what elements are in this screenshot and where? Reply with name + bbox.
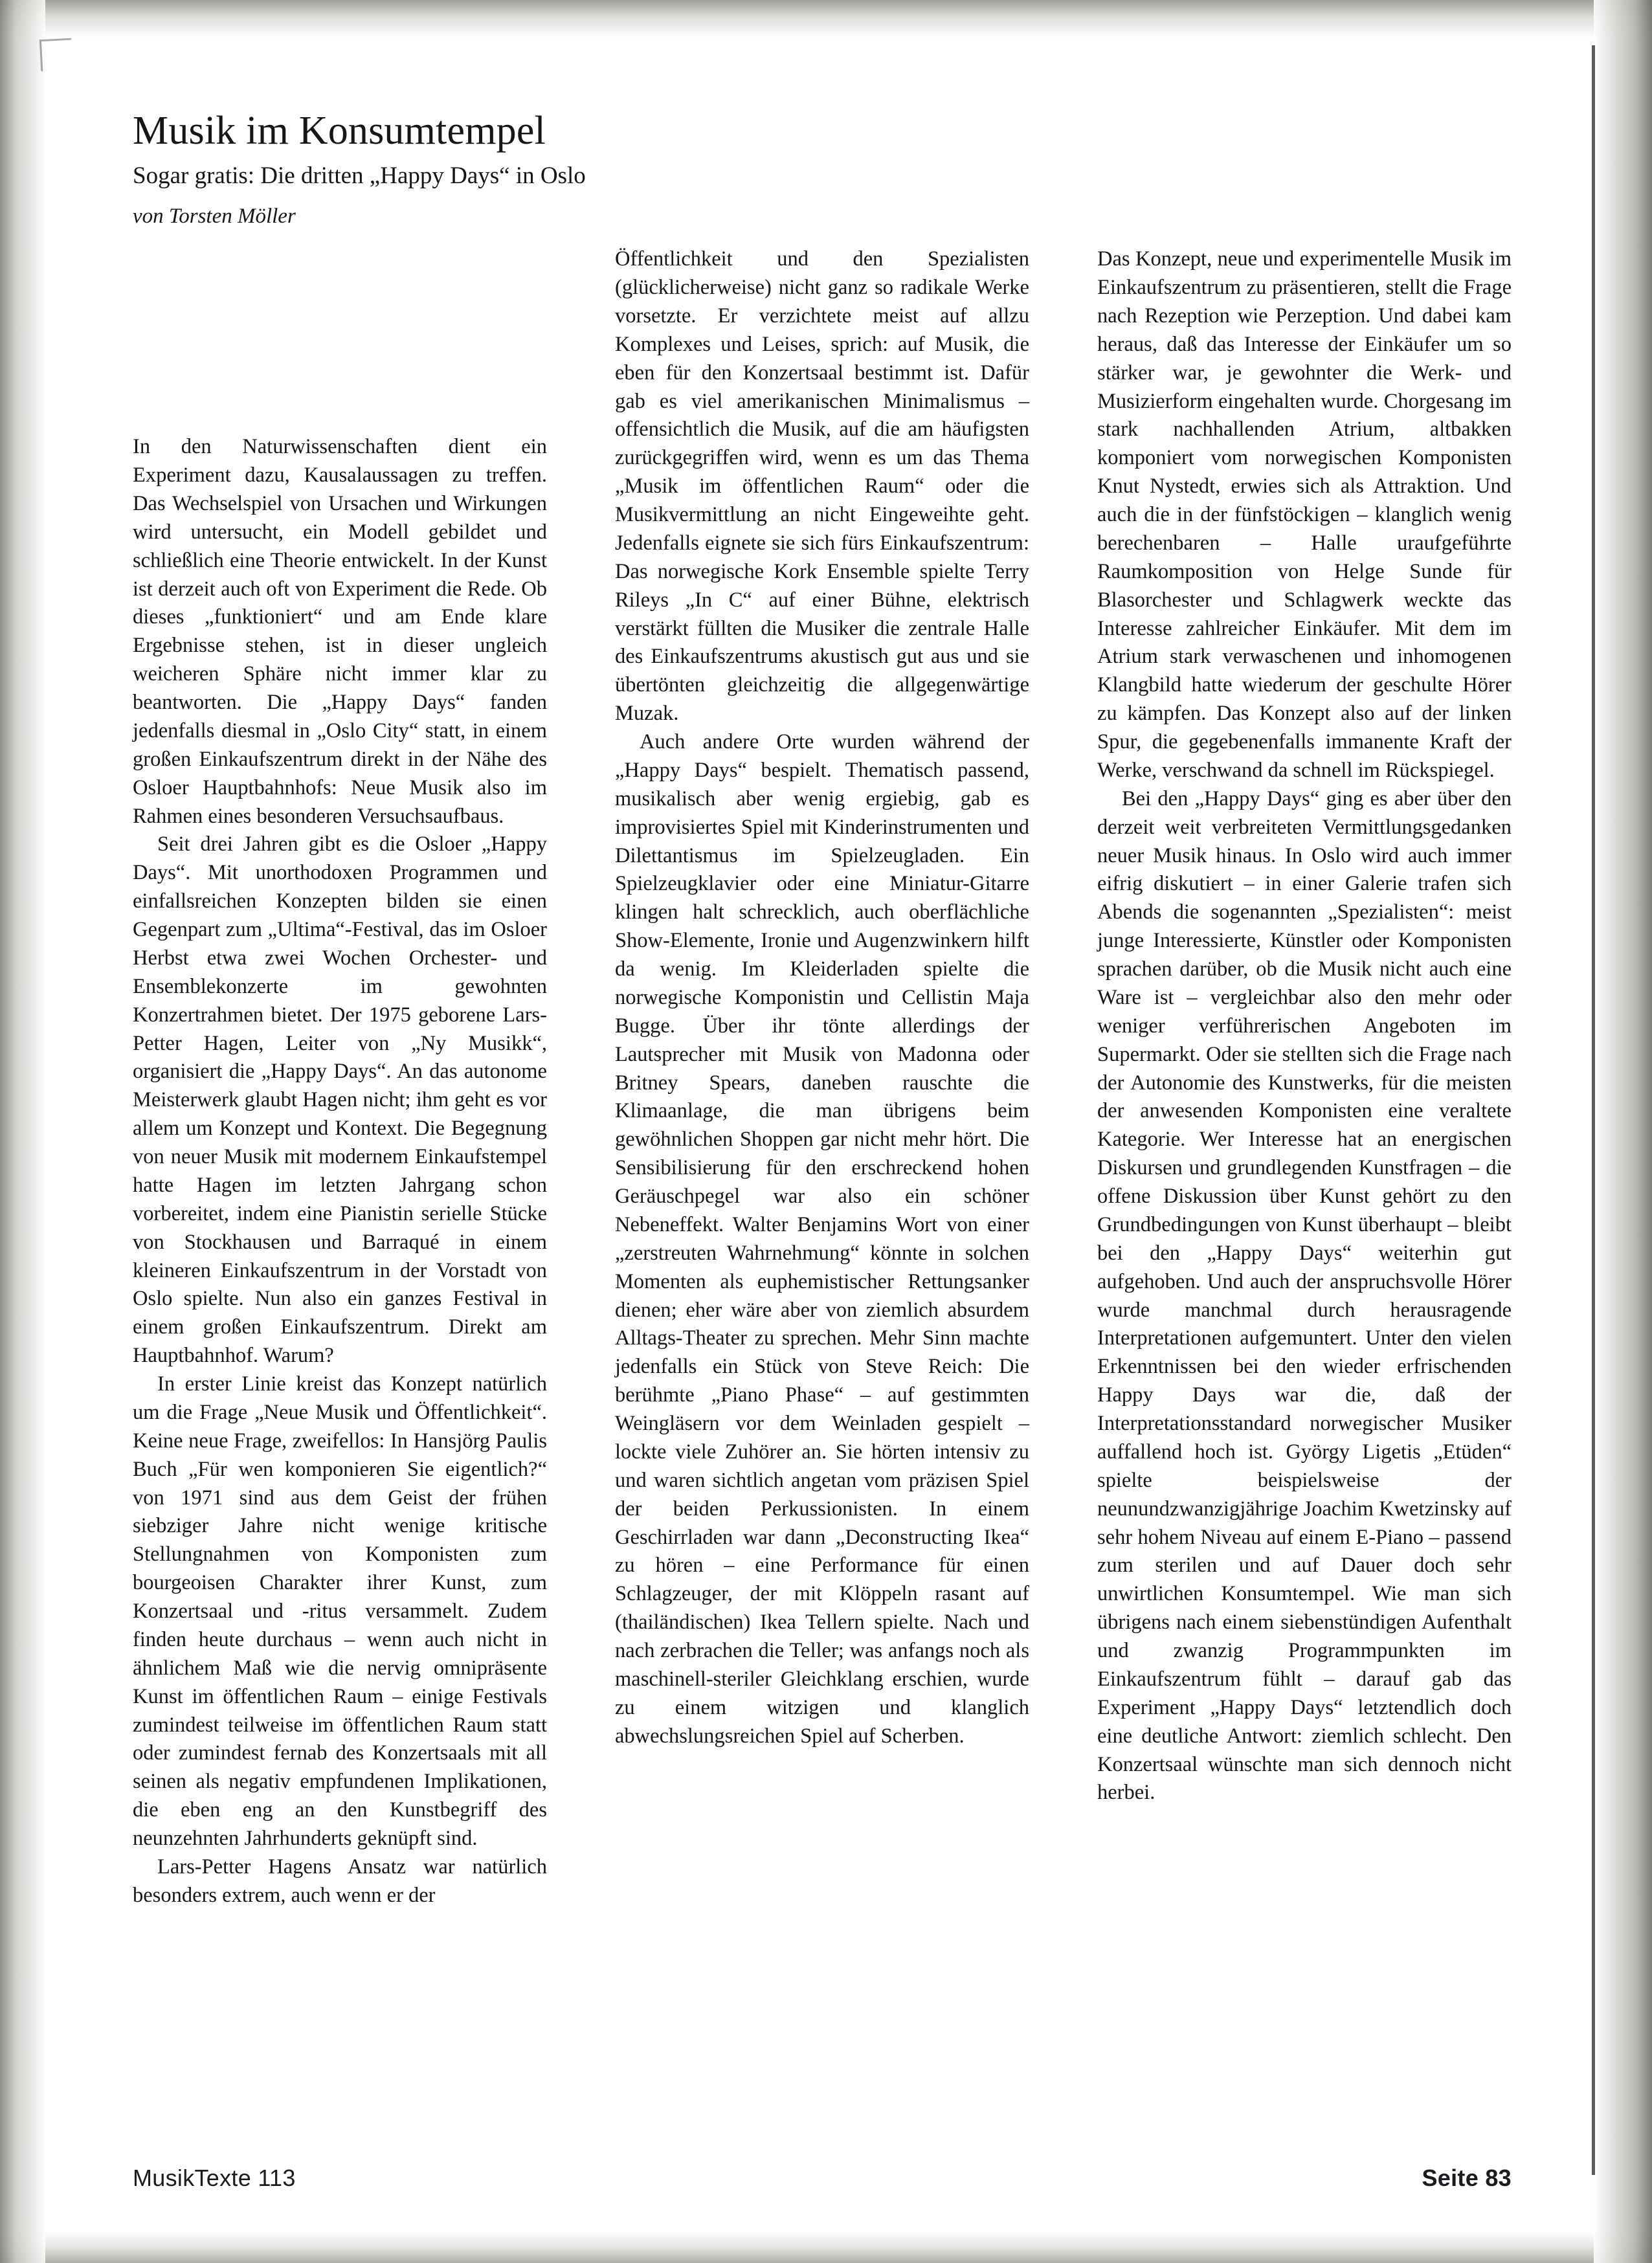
scan-edge-shadow-bottom bbox=[0, 2232, 1652, 2263]
scan-edge-shadow-left bbox=[0, 0, 45, 2263]
article-column-3 bbox=[1097, 245, 1512, 1807]
paragraph: Öffentlichkeit und den Spezialisten (glücklicherweise) nicht ganz so radikale Werke vorsetzte. Er verzichtete meist auf allzu Komplexes und Leises, sprich: auf Musik, die eben für den Konzertsaal bestimmt ist. Dafür gab es viel amerikanischen Minimalismus – offensichtlich die Musik, auf die am häufigsten zurückgegriffen wird, wenn es um das Thema „Musik im öffentlichen Raum“ oder die Musikvermittlung an nicht Eingeweihte geht. Jedenfalls eignete sie sich fürs Einkaufszentrum: Das norwegische Kork Ensemble spielte Terry Rileys „In C“ auf einer Bühne, elektrisch verstärkt füllten die Musiker die zentrale Halle des Einkaufszentrums akustisch gut aus und sie übertönten gleichzeitig die allgegenwärtige Muzak. bbox=[615, 247, 1029, 726]
page-corner-fold bbox=[39, 38, 73, 71]
article-column-2 bbox=[615, 245, 1029, 1750]
paragraph: Seit drei Jahren gibt es die Osloer „Happy Days“. Mit unorthodoxen Programmen und einfallsreichen Konzepten bilden sie einen Gegenpart zum „Ultima“-Festival, das im Osloer Herbst etwa zwei Wochen Orchester- und Ensemblekonzerte im gewohnten Konzertrahmen bietet. Der 1975 geborene Lars-Petter Hagen, Leiter von „Ny Musikk“, organisiert die „Happy Days“. An das autonome Meisterwerk glaubt Hagen nicht; ihm geht es vor allem um Konzept und Kontext. Die Begegnung von neuer Musik mit modernem Einkaufstempel hatte Hagen im letzten Jahrgang schon vorbereitet, indem eine Pianistin serielle Stücke von Stockhausen und Barraqué in einem kleineren Einkaufszentrum in der Vorstadt von Oslo spielte. Nun also ein ganzes Festival in einem großen Einkaufszentrum. Direkt am Hauptbahnhof. Warum? bbox=[133, 832, 547, 1368]
article-byline: von Torsten Möller bbox=[133, 205, 296, 229]
scan-edge-shadow-right bbox=[1594, 0, 1652, 2263]
paragraph: In den Naturwissenschaften dient ein Experiment dazu, Kausalaussagen zu treffen. Das Wechselspiel von Ursachen und Wirkungen wird untersucht, ein Modell gebildet und schließlich eine Theorie entwickelt. In der Kunst ist derzeit auch oft von Experiment die Rede. Ob dieses „funktioniert“ und am Ende klare Ergebnisse stehen, ist in dieser ungleich weicheren Sphäre nicht immer klar zu beantworten. Die „Happy Days“ fanden jedenfalls diesmal in „Oslo City“ statt, in einem großen Einkaufszentrum direkt in der Nähe des Osloer Hauptbahnhofs: Neue Musik also im Rahmen eines besonderen Versuchsaufbaus. bbox=[133, 435, 547, 828]
paragraph: In erster Linie kreist das Konzept natürlich um die Frage „Neue Musik und Öffentlichkeit“. Keine neue Frage, zweifellos: In Hansjörg Paulis Buch „Für wen komponieren Sie eigentlich?“ von 1971 sind aus dem Geist der frühen siebziger Jahre nicht wenige kritische Stellungnahmen von Komponisten zum bourgeoisen Charakter ihrer Kunst, zum Konzertsaal und -ritus versammelt. Zudem finden heute durchaus – wenn auch nicht in ähnlichem Maß wie die nervig omnipräsente Kunst im öffentlichen Raum – einige Festivals zumindest teilweise im öffentlichen Raum statt oder zumindest fernab des Konzertsaals mit all seinen als negativ empfundenen Implikationen, die eben eng an den Kunstbegriff des neunzehnten Jahrhunderts geknüpft sind. bbox=[133, 1372, 547, 1850]
page-title: Musik im Konsumtempel bbox=[133, 109, 546, 153]
paragraph: Das Konzept, neue und experimentelle Musik im Einkaufszentrum zu präsentieren, stellt die Frage nach Rezeption wie Perzeption. Und dabei kam heraus, daß das Interesse der Einkäufer um so stärker war, je gewohnter die Werk- und Musizierform eingehalten wurde. Chorgesang im stark nachhallenden Atrium, altbakken komponiert vom norwegischen Komponisten Knut Nystedt, erwies sich als Attraktion. Und auch die in der fünfstöckigen – klanglich wenig berechenbaren – Halle uraufgeführte Raumkomposition von Helge Sunde für Blasorchester und Schlagwerk weckte das Interesse zahlreicher Einkäufer. Mit dem im Atrium stark verwaschenen und inhomogenen Klangbild hatte wiederum der geschulte Hörer zu kämpfen. Das Konzept also auf der linken Spur, die gegebenenfalls immanente Kraft der Werke, verschwand da schnell im Rückspiegel. bbox=[1097, 247, 1512, 782]
scan-edge-shadow-top bbox=[0, 0, 1652, 38]
page-spine-line bbox=[1592, 45, 1595, 2175]
footer-page-number: Seite 83 bbox=[1422, 2165, 1512, 2191]
article-column-1 bbox=[133, 433, 547, 1910]
paragraph: Lars-Petter Hagens Ansatz war natürlich besonders extrem, auch wenn er der bbox=[133, 1855, 547, 1907]
paragraph: Auch andere Orte wurden während der „Happy Days“ bespielt. Thematisch passend, musikalisch aber wenig ergiebig, gab es improvisiertes Spiel mit Kinderinstrumenten und Dilettantismus im Spielzeugladen. Ein Spielzeugklavier oder eine Miniatur-Gitarre klingen halt schrecklich, auch oberflächliche Show-Elemente, Ironie und Augenzwinkern hilft da wenig. Im Kleiderladen spielte die norwegische Komponistin und Cellistin Maja Bugge. Über ihr tönte allerdings der Lautsprecher mit Musik von Madonna oder Britney Spears, daneben rauschte die Klimaanlage, die man übrigens beim gewöhnlichen Shoppen gar nicht mehr hört. Die Sensibilisierung für den erschreckend hohen Geräuschpegel war also ein schöner Nebeneffekt. Walter Benjamins Wort von einer „zerstreuten Wahrnehmung“ könnte in solchen Momenten als euphemistischer Rettungsanker dienen; eher wäre aber von ziemlich absurdem Alltags-Theater zu sprechen. Mehr Sinn machte jedenfalls ein Stück von Steve Reich: Die berühmte „Piano Phase“ – auf gestimmten Weingläsern vor dem Weinladen gespielt – lockte viele Zuhörer an. Sie hörten intensiv zu und waren sichtlich angetan vom präzisen Spiel der beiden Perkussionisten. In einem Geschirrladen war dann „Deconstructing Ikea“ zu hören – eine Performance für einen Schlagzeuger, der mit Klöppeln rasant auf (thailändischen) Ikea Tellern spielte. Nach und nach zerbrachen die Teller; was anfangs noch als maschinell-steriler Gleichklang erschien, wurde zu einem witzigen und klanglich abwechslungsreichen Spiel auf Scherben. bbox=[615, 730, 1029, 1748]
footer-publication: MusikTexte 113 bbox=[133, 2165, 296, 2191]
paragraph: Bei den „Happy Days“ ging es aber über den derzeit weit verbreiteten Vermittlungsgedanken neuer Musik hinaus. In Oslo wird auch immer eifrig diskutiert – in einer Galerie trafen sich Abends die sogenannten „Spezialisten“: meist junge Interessierte, Künstler oder Komponisten sprachen darüber, ob die Musik nicht auch eine Ware ist – vergleichbar also den mehr oder weniger verführerischen Angeboten im Supermarkt. Oder sie stellten sich die Frage nach der Autonomie des Kunstwerks, für die meisten der anwesenden Komponisten eine veraltete Kategorie. Wer Interesse hat an energischen Diskursen und grundlegenden Kunstfragen – die offene Diskussion über Kunst gehört zu den Grundbedingungen von Kunst überhaupt – bleibt bei den „Happy Days“ weiterhin gut aufgehoben. Und auch der anspruchsvolle Hörer wurde manchmal durch herausragende Interpretationen aufgemuntert. Unter den vielen Erkenntnissen bei den wieder erfrischenden Happy Days war die, daß der Interpretationsstandard norwegischer Musiker auffallend hoch ist. György Ligetis „Etüden“ spielte beispielsweise der neunundzwanzigjährige Joachim Kwetzinsky auf sehr hohem Niveau auf einem E-Piano – passend zum sterilen und auf Dauer doch sehr unwirtlichen Konsumtempel. Wie man sich übrigens nach einem siebenstündigen Aufenthalt und zwanzig Programmpunkten im Einkaufszentrum fühlt – darauf gab das Experiment „Happy Days“ letztendlich doch eine deutliche Antwort: ziemlich schlecht. Den Konzertsaal wünschte man sich dennoch nicht herbei. bbox=[1097, 786, 1512, 1805]
article-body bbox=[133, 110, 1512, 2143]
article-subtitle: Sogar gratis: Die dritten „Happy Days“ in Oslo bbox=[133, 162, 586, 190]
page-footer bbox=[133, 2165, 1512, 2192]
